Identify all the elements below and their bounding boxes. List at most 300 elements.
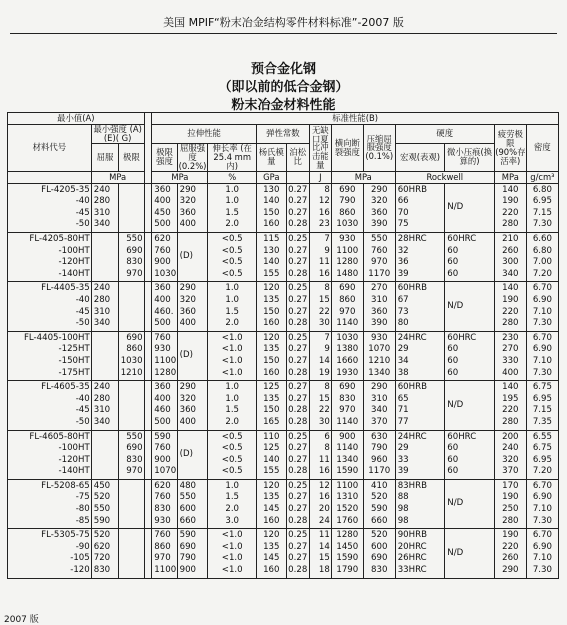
density-value: 7.30 (532, 367, 552, 378)
compressive-yield-cell (363, 529, 395, 578)
min-yield-cell (91, 529, 119, 578)
transverse-rupture: 1380 (336, 344, 359, 355)
impact-energy: 14 (318, 355, 330, 366)
poisson-ratio-cell (286, 529, 309, 578)
compressive-yield: 960 (371, 454, 388, 465)
transverse-rupture: 1280 (336, 257, 359, 268)
elongation: <0.5 (221, 431, 243, 442)
fatigue-limit: 220 (502, 207, 519, 218)
ultimate-strength: 1100 (154, 355, 177, 366)
macro-hardness: 80 (397, 318, 409, 329)
compressive-yield-cell (363, 430, 395, 479)
youngs-modulus: 160 (263, 565, 280, 576)
fatigue-limit: 280 (502, 318, 519, 329)
ultimate-strength-cell (152, 282, 177, 331)
macro-hardness-cell (395, 183, 445, 232)
transverse-rupture: 790 (339, 196, 356, 207)
unit-rockwell: Rockwell (395, 171, 494, 183)
poisson-ratio: 0.27 (288, 553, 308, 564)
youngs-modulus: 160 (263, 367, 280, 378)
elongation: 1.0 (225, 294, 240, 305)
macro-hardness: 98 (397, 504, 409, 515)
fatigue-limit: 190 (502, 530, 519, 541)
micro-hardness-cell (445, 430, 495, 479)
ultimate-strength: 760 (154, 443, 171, 454)
yield-strength: 550 (179, 492, 197, 503)
impact-energy: 7 (324, 234, 330, 244)
micro-hardness-cell (445, 479, 495, 528)
table-row (8, 282, 559, 331)
compressive-yield-cell (363, 183, 395, 232)
elongation: <1.0 (221, 553, 243, 564)
fatigue-limit-cell (494, 479, 526, 528)
fatigue-limit: 330 (502, 355, 519, 366)
ultimate-strength: 830 (154, 504, 171, 515)
fatigue-limit: 220 (502, 306, 519, 317)
transverse-rupture: 690 (339, 184, 356, 195)
poisson-ratio-cell (286, 233, 309, 282)
yield-strength: 360 (179, 207, 197, 218)
density-value: 6.75 (532, 382, 552, 393)
compressive-yield: 1170 (368, 466, 391, 477)
yield-strength: 900 (179, 565, 197, 576)
poisson-ratio: 0.28 (288, 405, 308, 416)
density-value-cell (526, 381, 558, 430)
elongation-cell (208, 479, 256, 528)
material-code: -140HT (58, 466, 90, 477)
compressive-yield: 1340 (368, 367, 391, 378)
page-subtitle: （即以前的低合金钢） (218, 80, 349, 95)
impact-energy-cell (309, 430, 331, 479)
impact-energy: 15 (318, 393, 330, 404)
poisson-ratio: 0.27 (288, 382, 308, 393)
properties-table-wrapper (7, 112, 559, 579)
ultimate-strength: 620 (154, 234, 171, 244)
material-code: -45 (75, 405, 90, 416)
compressive-yield: 360 (371, 306, 388, 317)
impact-energy: 15 (318, 553, 330, 564)
compressive-yield: 520 (371, 492, 388, 503)
poisson-ratio-cell (286, 479, 309, 528)
poisson-ratio: 0.28 (288, 565, 308, 576)
youngs-modulus: 135 (263, 294, 280, 305)
elongation-cell (208, 381, 256, 430)
elongation-header: 伸长率 (在25.4 mm内) (208, 143, 256, 171)
elongation: 1.5 (225, 207, 240, 218)
elongation: 2.0 (225, 219, 240, 230)
fatigue-limit-cell (494, 282, 526, 331)
min-yield: 550 (93, 504, 111, 515)
table-title: 粉末冶金材料性能 (231, 98, 336, 113)
material-code: -45 (75, 306, 90, 317)
compressive-yield: 550 (371, 234, 388, 244)
micro-hardness: 60 (447, 344, 459, 355)
elongation: 1.0 (225, 184, 240, 195)
ultimate-strength: 970 (154, 553, 171, 564)
transverse-rupture: 1480 (336, 268, 359, 279)
poisson-ratio: 0.27 (288, 294, 308, 305)
poisson-ratio: 0.28 (288, 367, 308, 378)
fatigue-limit-cell (494, 430, 526, 479)
poisson-ratio-cell (286, 331, 309, 380)
impact-energy: 8 (324, 184, 330, 195)
min-ultimate: 690 (126, 332, 143, 343)
ultimate-strength-cell (152, 381, 177, 430)
impact-energy: 22 (318, 405, 330, 416)
ultimate-strength: 900 (154, 257, 171, 268)
poisson-ratio: 0.25 (288, 332, 308, 343)
poisson-ratio: 0.25 (288, 480, 308, 491)
macro-hardness: 33 (397, 454, 409, 465)
transverse-rupture-cell (331, 233, 363, 282)
ultimate-strength: 500 (154, 318, 171, 329)
poisson-ratio: 0.27 (288, 492, 308, 503)
ultimate-strength: 860 (154, 541, 171, 552)
macro-hardness-cell (395, 529, 445, 578)
min-ultimate: 550 (126, 234, 143, 244)
material-code: FL-4205-80HT (29, 234, 90, 244)
ultimate-strength: 500 (154, 416, 171, 427)
fatigue-limit: 370 (502, 466, 519, 477)
transverse-rupture: 830 (339, 393, 356, 404)
elongation-cell (208, 430, 256, 479)
material-code: -45 (75, 207, 90, 218)
micro-hardness: 60HRC (447, 234, 477, 244)
yield-strength: (D) (179, 251, 193, 262)
density-value: 7.20 (532, 268, 552, 279)
youngs-modulus: 160 (263, 219, 280, 230)
youngs-modulus: 120 (263, 283, 280, 294)
impact-energy: 8 (324, 283, 330, 294)
macro-hardness: 65 (397, 393, 409, 404)
yield-strength: 360 (179, 405, 197, 416)
youngs-modulus: 140 (263, 257, 280, 268)
ultimate-strength: 450 (154, 207, 171, 218)
compressive-yield: 370 (371, 416, 388, 427)
youngs-modulus: 140 (263, 454, 280, 465)
spacer-cell (144, 430, 152, 479)
transverse-rupture: 1030 (336, 332, 359, 343)
micro-hardness-cell (445, 331, 495, 380)
density-value: 6.80 (532, 184, 552, 195)
poisson-ratio: 0.27 (288, 355, 308, 366)
elongation: 1.0 (225, 382, 240, 393)
yield-strength-cell (177, 183, 208, 232)
min-yield: 590 (93, 515, 111, 526)
yield-strength-cell (177, 529, 208, 578)
material-code: FL-4605-35 (41, 382, 90, 393)
fatigue-limit: 200 (502, 431, 519, 442)
macro-hardness: 73 (397, 306, 409, 317)
material-code-cell (8, 479, 92, 528)
micro-hardness-header: 微小压痕(换算的) (445, 143, 495, 171)
compressive-yield: 390 (371, 219, 388, 230)
macro-hardness: 20HRC (397, 541, 427, 552)
poisson-ratio: 0.28 (288, 466, 308, 477)
spacer-cell (144, 331, 152, 380)
compressive-yield-cell (363, 479, 395, 528)
impact-energy-cell (309, 331, 331, 380)
youngs-modulus: 150 (263, 355, 280, 366)
macro-hardness-cell (395, 381, 445, 430)
transverse-rupture: 1030 (336, 219, 359, 230)
elastic-header: 弹性常数 (256, 125, 309, 144)
micro-hardness-cell (445, 529, 495, 578)
macro-hardness: 39 (397, 268, 409, 279)
macro-hardness: 24HRC (397, 431, 427, 442)
yield-strength-cell (177, 381, 208, 430)
youngs-modulus: 115 (263, 234, 280, 244)
compressive-yield: 290 (371, 184, 388, 195)
min-yield: 240 (93, 283, 111, 294)
elongation: <1.0 (221, 565, 243, 576)
compressive-yield: 660 (371, 515, 388, 526)
ultimate-strength: 1030 (154, 268, 177, 279)
youngs-modulus: 155 (263, 268, 280, 279)
youngs-modulus-cell (256, 381, 286, 430)
min-yield: 520 (93, 492, 111, 503)
material-code-cell (8, 233, 92, 282)
micro-hardness: N/D (447, 399, 464, 410)
fatigue-limit: 270 (502, 344, 519, 355)
fatigue-limit: 320 (502, 454, 519, 465)
material-code: -50 (75, 416, 90, 427)
ultimate-strength: 460 (154, 405, 171, 416)
density-value: 7.30 (532, 318, 552, 329)
compressive-yield-cell (363, 331, 395, 380)
elongation: 1.0 (225, 393, 240, 404)
properties-table-body (8, 183, 559, 578)
transverse-rupture: 860 (339, 294, 356, 305)
elongation: <0.5 (221, 245, 243, 256)
poisson-ratio: 0.27 (288, 257, 308, 268)
elongation: 1.5 (225, 306, 240, 317)
impact-energy-cell (309, 233, 331, 282)
compressive-yield: 410 (371, 480, 388, 491)
yield-strength: 690 (179, 541, 197, 552)
min-ultimate: 690 (126, 245, 143, 256)
compressive-yield: 310 (371, 294, 388, 305)
youngs-modulus: 135 (263, 541, 280, 552)
compressive-yield: 760 (371, 245, 388, 256)
density-value-cell (526, 479, 558, 528)
poisson-ratio: 0.27 (288, 443, 308, 454)
transverse-rupture-cell (331, 331, 363, 380)
table-row (8, 479, 559, 528)
impact-energy: 19 (318, 367, 330, 378)
material-code-cell (8, 430, 92, 479)
yield-strength-cell (177, 282, 208, 331)
fatigue-limit: 220 (502, 405, 519, 416)
min-ultimate: 690 (126, 443, 143, 454)
ultimate-strength: 1070 (154, 466, 177, 477)
impact-energy: 11 (318, 530, 330, 541)
density-value: 6.70 (532, 480, 552, 491)
micro-hardness: 60 (447, 466, 459, 477)
material-code: -140HT (58, 268, 90, 279)
min-yield: 280 (93, 294, 111, 305)
macro-hardness: 28HRC (397, 234, 427, 244)
youngs-modulus: 135 (263, 492, 280, 503)
compressive-yield: 340 (371, 405, 388, 416)
density-value: 7.10 (532, 306, 552, 317)
compressive-yield-header: 压缩屈服强度 (0.1%) (363, 125, 395, 172)
compressive-yield: 320 (371, 196, 388, 207)
micro-hardness: N/D (447, 498, 464, 509)
ultimate-strength: 460. (154, 306, 174, 317)
impact-energy-cell (309, 183, 331, 232)
min-ultimate-cell (119, 282, 144, 331)
transverse-rupture: 1140 (336, 318, 359, 329)
compressive-yield: 790 (371, 443, 388, 454)
youngs-modulus: 120 (263, 480, 280, 491)
min-ultimate-cell (119, 331, 144, 380)
fatigue-limit: 340 (502, 268, 519, 279)
density-value-cell (526, 233, 558, 282)
transverse-rupture: 1140 (336, 416, 359, 427)
poisson-ratio: 0.27 (288, 306, 308, 317)
youngs-modulus-cell (256, 282, 286, 331)
yield-strength: 290 (179, 184, 197, 195)
poisson-ratio: 0.27 (288, 184, 308, 195)
elongation: 1.5 (225, 405, 240, 416)
poisson-ratio: 0.25 (288, 283, 308, 294)
micro-hardness: N/D (447, 547, 464, 558)
elongation: <1.0 (221, 332, 243, 343)
elongation-cell (208, 233, 256, 282)
youngs-modulus: 160 (263, 318, 280, 329)
fatigue-limit: 190 (502, 492, 519, 503)
macro-hardness: 60HRB (397, 184, 427, 195)
impact-header: 无缺口夏比冲击能量 (309, 125, 331, 172)
unit-elongation: % (208, 171, 256, 183)
page-title: 预合金化钢 (250, 62, 316, 77)
compressive-yield: 290 (371, 382, 388, 393)
fatigue-limit: 170 (502, 480, 519, 491)
micro-hardness: 60 (447, 268, 459, 279)
min-yield: 280 (93, 393, 111, 404)
youngs-modulus-cell (256, 430, 286, 479)
impact-energy-cell (309, 282, 331, 331)
transverse-rupture: 1590 (336, 553, 359, 564)
compressive-yield: 390 (371, 318, 388, 329)
impact-energy: 11 (318, 454, 330, 465)
elongation-cell (208, 183, 256, 232)
impact-energy: 18 (318, 565, 330, 576)
elongation: <1.0 (221, 344, 243, 355)
impact-energy: 23 (318, 219, 330, 230)
compressive-yield: 970 (371, 257, 388, 268)
ultimate-strength: 900 (154, 454, 171, 465)
min-yield-cell (91, 233, 119, 282)
macro-hardness-cell (395, 430, 445, 479)
unit-gpa: GPa (256, 171, 286, 183)
macro-hardness: 70 (397, 207, 409, 218)
min-ultimate: 1030 (120, 355, 143, 366)
transverse-rupture: 1790 (336, 565, 359, 576)
ultimate-strength: 760 (154, 530, 171, 541)
transverse-rupture: 1450 (336, 541, 359, 552)
ultimate-strength: 930 (154, 515, 171, 526)
elongation: 1.0 (225, 480, 240, 491)
macro-hardness: 83HRB (397, 480, 427, 491)
impact-energy: 16 (318, 492, 330, 503)
micro-hardness: 60HRC (447, 332, 477, 343)
fatigue-limit: 260 (502, 245, 519, 256)
ultimate-strength-cell (152, 529, 177, 578)
yield-strength: 660 (179, 515, 197, 526)
macro-hardness: 39 (397, 466, 409, 477)
youngs-modulus-cell (256, 529, 286, 578)
impact-energy: 6 (324, 431, 330, 442)
poisson-ratio: 0.27 (288, 541, 308, 552)
fatigue-limit: 280 (502, 416, 519, 427)
macro-hardness-cell (395, 479, 445, 528)
fatigue-limit: 300 (502, 257, 519, 268)
compressive-yield: 930 (371, 332, 388, 343)
impact-energy: 12 (318, 480, 330, 491)
min-yield: 310 (93, 207, 111, 218)
impact-energy: 8 (324, 443, 330, 454)
material-code: -50 (75, 318, 90, 329)
macro-hardness: 34 (397, 355, 409, 366)
table-row (8, 331, 559, 380)
poisson-ratio: 0.27 (288, 196, 308, 207)
density-value: 6.70 (532, 332, 552, 343)
material-code: -120 (70, 565, 90, 576)
transverse-rupture: 1140 (336, 443, 359, 454)
min-yield: 340 (93, 318, 111, 329)
poisson-ratio-cell (286, 282, 309, 331)
density-value: 7.10 (532, 504, 552, 515)
macro-hardness: 90HRB (397, 530, 427, 541)
ultimate-strength: 400 (154, 196, 171, 207)
unit-joule: J (309, 171, 331, 183)
youngs-modulus: 130 (263, 245, 280, 256)
book-header: 美国 MPIF“粉末冶金结构零件材料标准”-2007 版 (163, 16, 404, 29)
min-yield-header: 屈服 (91, 143, 119, 171)
fatigue-limit: 190 (502, 294, 519, 305)
transverse-rupture: 1310 (336, 492, 359, 503)
poisson-ratio: 0.27 (288, 207, 308, 218)
standard-properties-header: 标准性能(B) (152, 113, 559, 125)
youngs-modulus: 160 (263, 515, 280, 526)
ultimate-strength: 360 (154, 184, 171, 195)
fatigue-limit: 240 (502, 443, 519, 454)
compressive-yield: 690 (371, 553, 388, 564)
poisson-ratio: 0.27 (288, 245, 308, 256)
min-ultimate: 970 (126, 466, 143, 477)
youngs-modulus: 165 (263, 416, 280, 427)
material-code: -40 (75, 294, 90, 305)
transverse-rupture-cell (331, 529, 363, 578)
impact-energy: 8 (324, 382, 330, 393)
material-code: -150HT (58, 355, 90, 366)
transverse-rupture: 690 (339, 283, 356, 294)
min-ultimate-cell (119, 381, 144, 430)
min-yield: 620 (93, 541, 111, 552)
density-value: 7.30 (532, 219, 552, 230)
material-code: FL-4405-100HT (23, 332, 90, 343)
impact-energy: 7 (324, 332, 330, 343)
min-yield: 450 (93, 480, 111, 491)
impact-energy-cell (309, 479, 331, 528)
min-ultimate: 1210 (120, 367, 143, 378)
compressive-yield: 600 (371, 541, 388, 552)
yield-strength: 790 (179, 553, 197, 564)
compressive-yield: 1070 (368, 344, 391, 355)
page-footer: 2007 版 (4, 615, 39, 625)
